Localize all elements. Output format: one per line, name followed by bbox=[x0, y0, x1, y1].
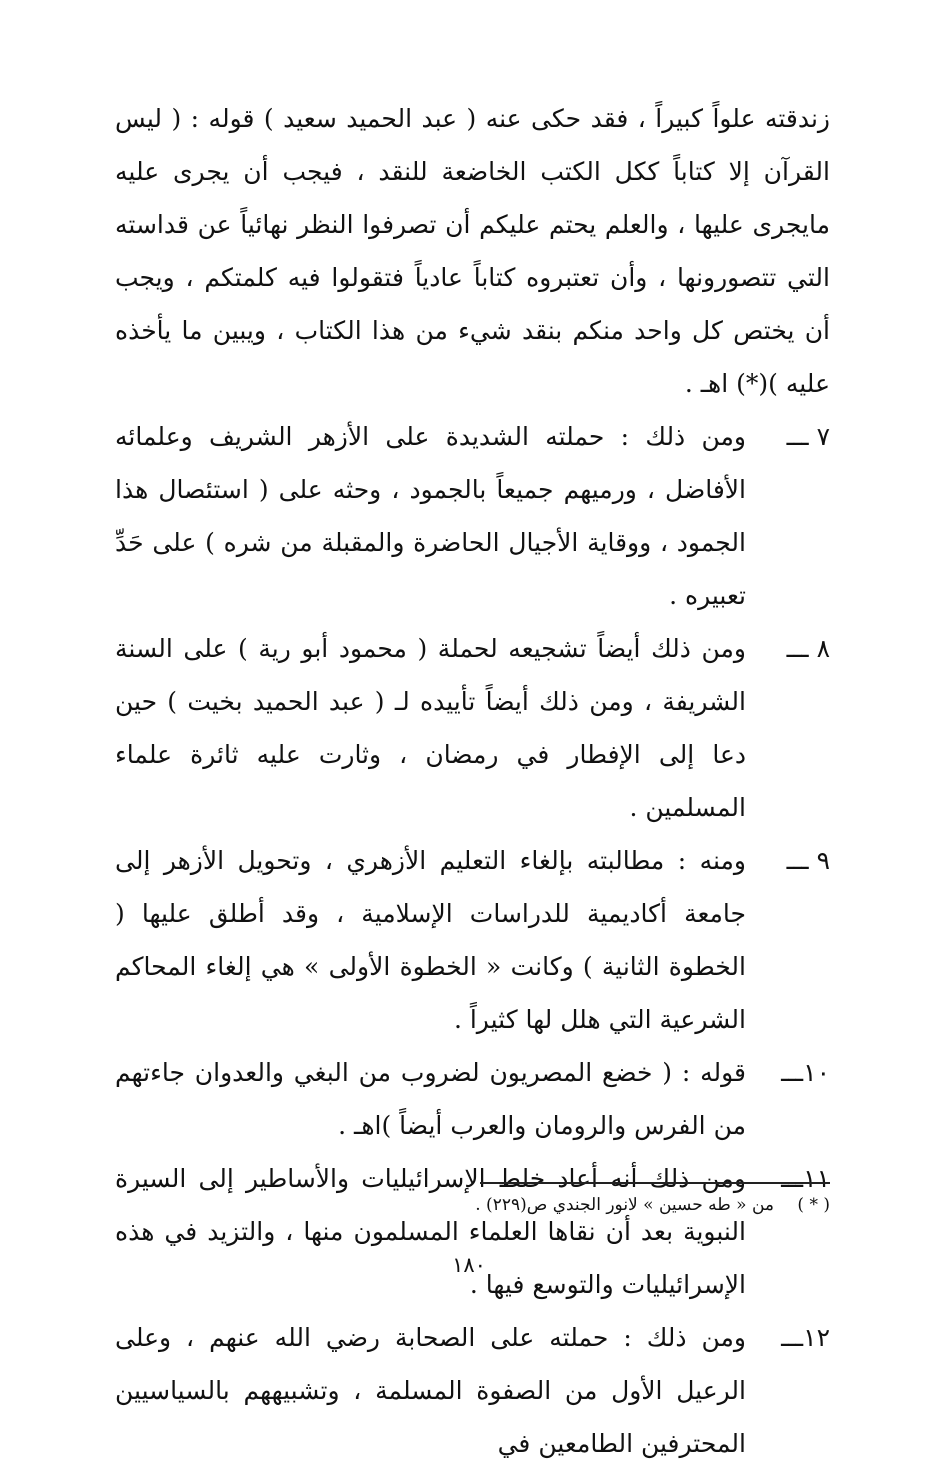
item-number: ٧ ـــ bbox=[786, 422, 830, 451]
page-number: ١٨٠ bbox=[452, 1253, 486, 1277]
item-number: ١٠ـــ bbox=[781, 1058, 830, 1087]
list-item bbox=[115, 1046, 830, 1152]
footnote bbox=[475, 1190, 830, 1220]
list-item bbox=[115, 410, 830, 622]
footnote-text: من « طه حسين » لانور الجندي ص(٢٢٩) . bbox=[475, 1195, 775, 1215]
item-text: ومن ذلك أيضاً تشجيعه لحملة ( محمود أبو رية ) على السنة الشريفة ، ومن ذلك أيضاً تأييده لـ ( عبد الحميد بخيت ) حين دعا إلى الإفطار في رمضان ، وثارت عليه ثائرة علماء المسلمين . bbox=[115, 634, 746, 822]
list-item bbox=[115, 1152, 830, 1311]
item-text: ومن ذلك : حملته الشديدة على الأزهر الشريف وعلمائه الأفاضل ، ورميهم جميعاً بالجمود ، وحثه على ( استئصال هذا الجمود ، ووقاية الأجيال الحاضرة والمقبلة من شره ) على حَدِّ تعبيره . bbox=[115, 422, 746, 610]
item-number: ٨ ـــ bbox=[786, 634, 830, 663]
item-number: ١١ـــ bbox=[781, 1164, 830, 1193]
list-item bbox=[115, 1311, 830, 1470]
item-text: ومن ذلك أنه أعاد خلط الإسرائيليات والأساطير إلى السيرة النبوية بعد أن نقاها العلماء المسلمون منها ، والتزيد في هذه الإسرائيليات والتوسع فيها . bbox=[115, 1164, 746, 1299]
intro-paragraph: زندقته علواً كبيراً ، فقد حكى عنه ( عبد الحميد سعيد ) قوله : ( ليس القرآن إلا كتاباً ككل الكتب الخاضعة للنقد ، فيجب أن يجرى عليه مايجرى عليها ، والعلم يحتم عليكم أن تصرفوا النظر نهائياً عن قداسته التي تتصورونها ، وأن تعتبروه كتاباً عادياً فتقولوا فيه كلمتكم ، ويجب أن يختص كل واحد منكم بنقد شيء من هذا الكتاب ، ويبين ما يأخذه عليه )(*) اهـ . bbox=[115, 104, 830, 398]
item-text: ومنه : مطالبته بإلغاء التعليم الأزهري ، وتحويل الأزهر إلى جامعة أكاديمية للدراسات الإسلامية ، وقد أطلق عليها ( الخطوة الثانية ) وكانت « الخطوة الأولى » هي إلغاء المحاكم الشرعية التي هلل لها كثيراً . bbox=[115, 846, 746, 1034]
item-text: قوله : ( خضع المصريون لضروب من البغي والعدوان جاءتهم من الفرس والرومان والعرب أيضاً )اهـ . bbox=[115, 1058, 746, 1140]
footnote-divider bbox=[480, 1182, 830, 1184]
list-item bbox=[115, 834, 830, 1046]
item-number: ١٢ـــ bbox=[781, 1323, 830, 1352]
item-text: ومن ذلك : حملته على الصحابة رضي الله عنهم ، وعلى الرعيل الأول من الصفوة المسلمة ، وتشبيههم بالسياسيين المحترفين الطامعين في bbox=[115, 1323, 746, 1458]
list-item bbox=[115, 622, 830, 834]
footnote-marker: ( * ) bbox=[797, 1195, 830, 1215]
item-number: ٩ ـــ bbox=[786, 846, 830, 875]
